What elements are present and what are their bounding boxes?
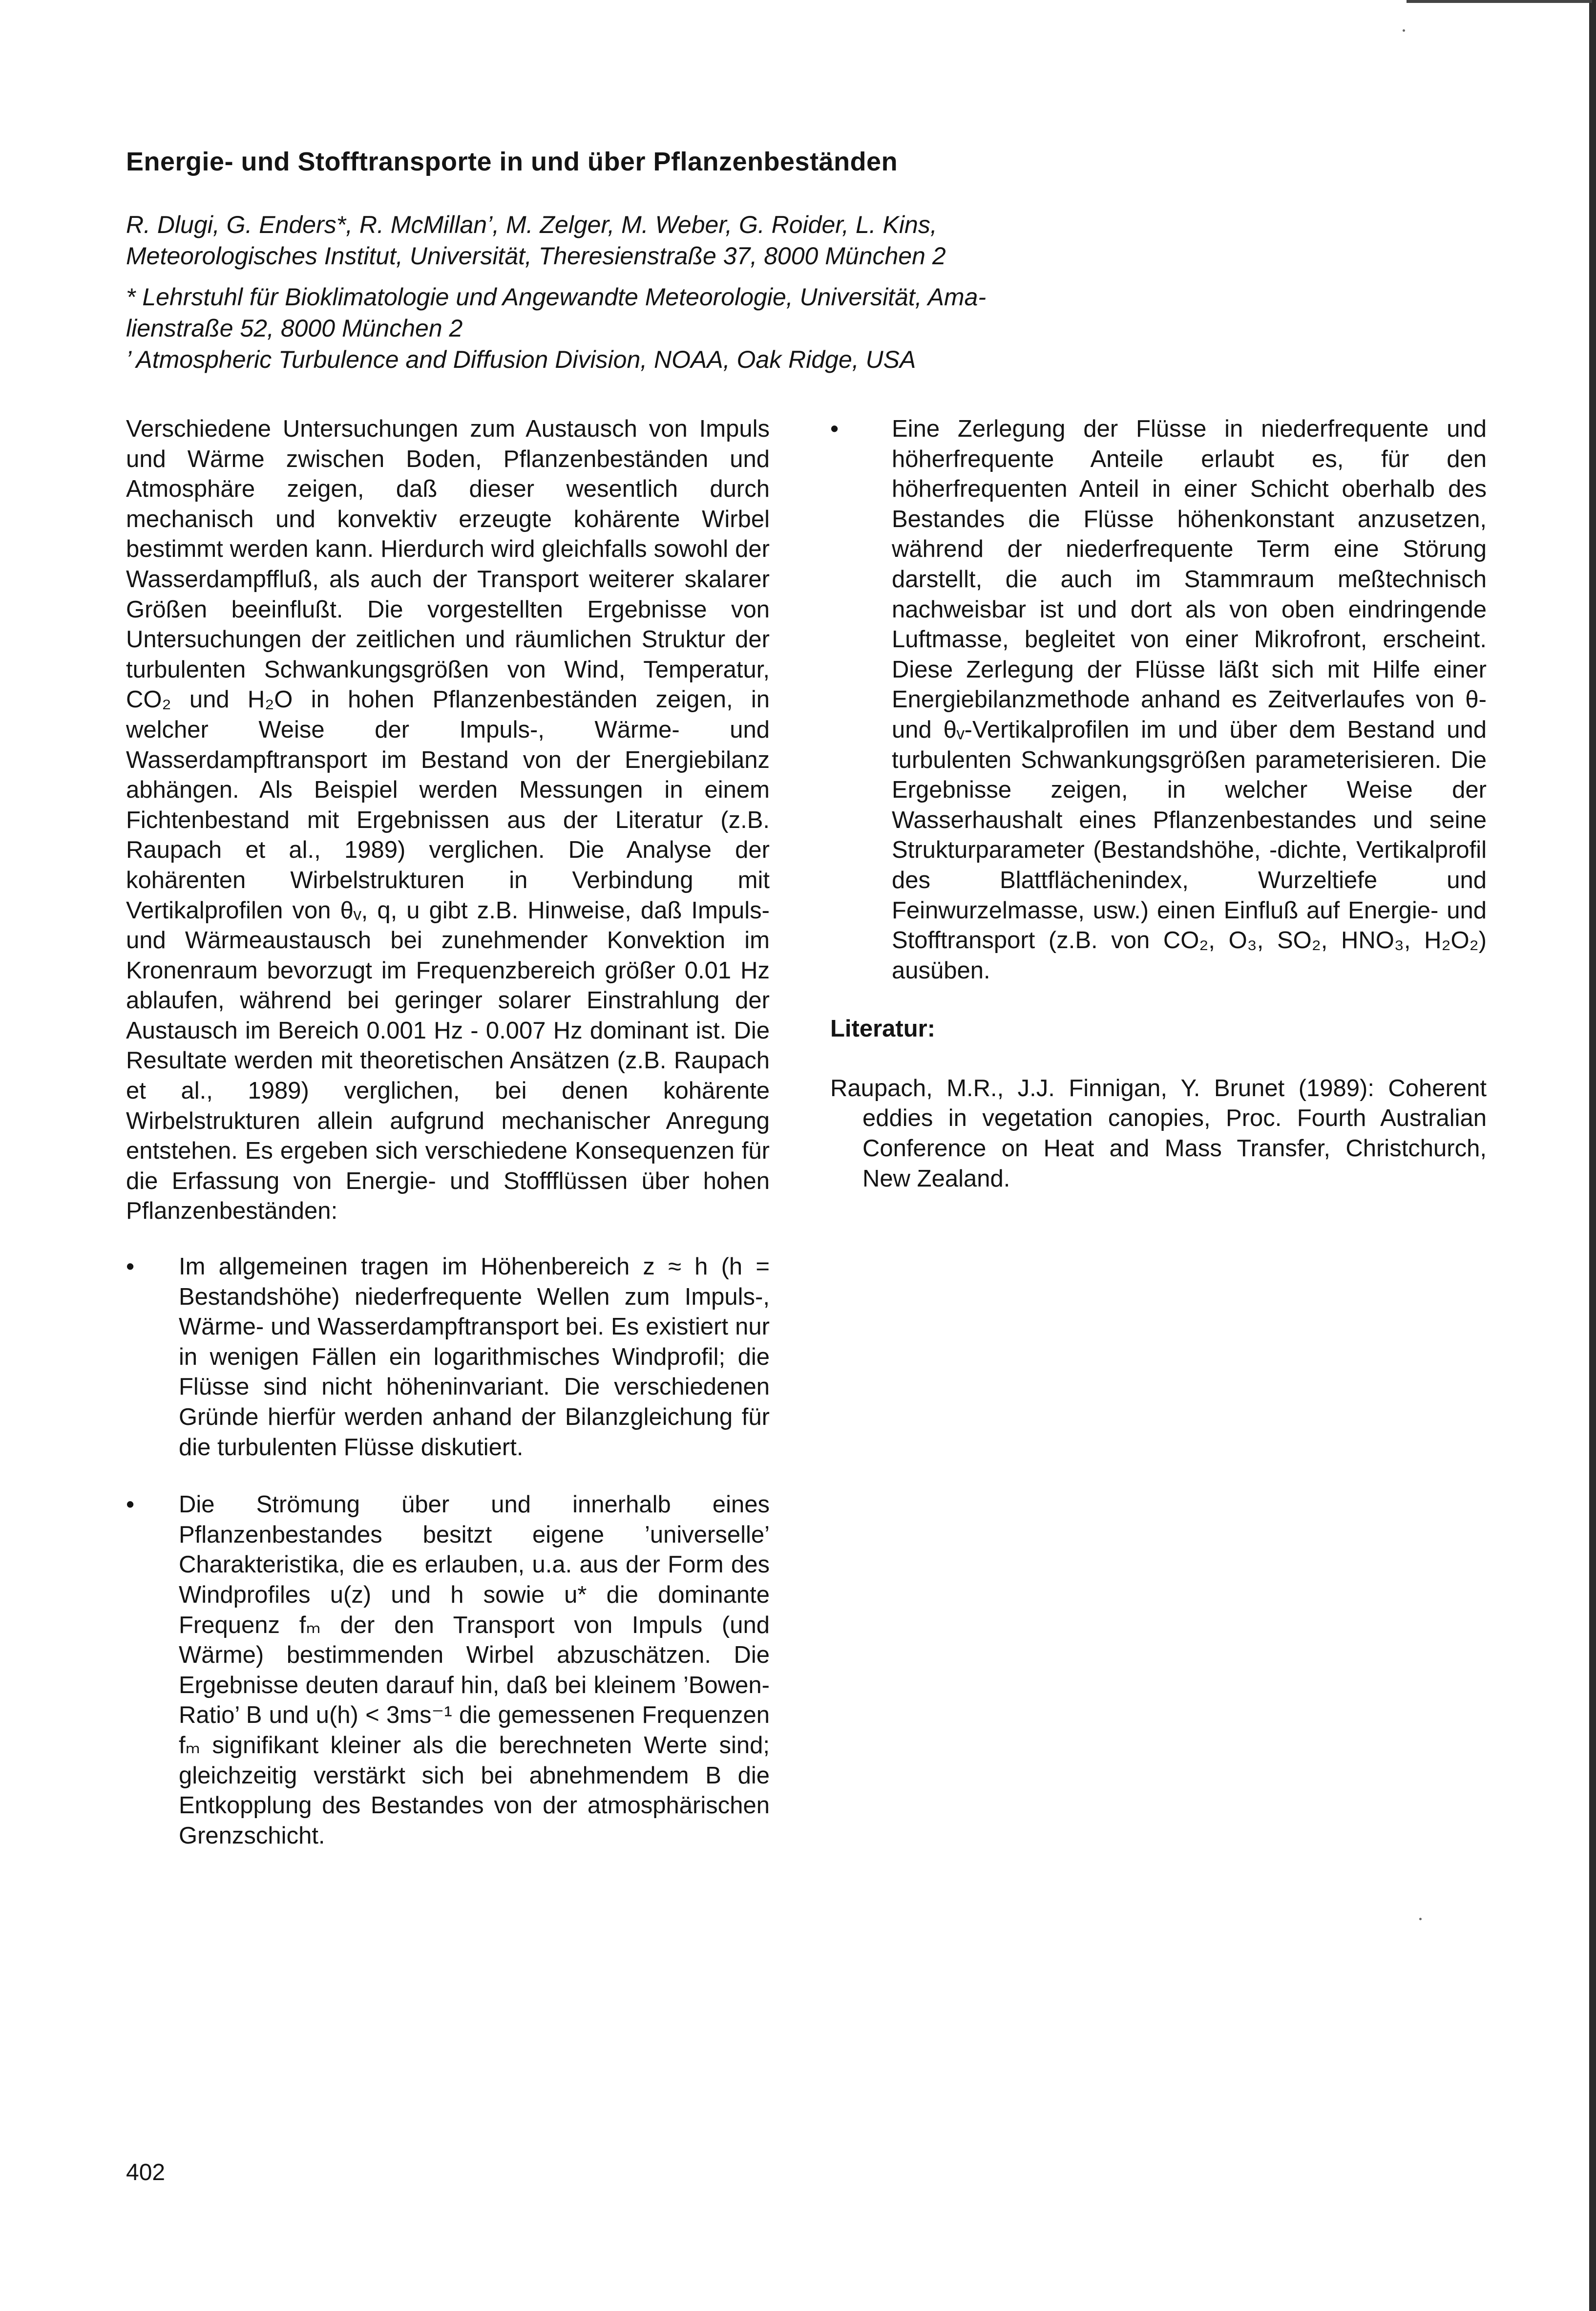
page-number: 402 bbox=[126, 2160, 166, 2185]
intro-paragraph: Verschiedene Untersuchungen zum Austausch von Impuls und Wärme zwischen Boden, Pflanzenbeständen und Atmosphäre zeigen, daß dieser wesentlich durch mechanisch und konvektiv erzeugte kohärente Wirbel bestimmt werden kann. Hierdurch wird gleichfalls sowohl der Wasserdampffluß, als auch der Transport weiterer skalarer Größen beeinflußt. Die vorgestellten Ergebnisse von Untersuchungen der zeitlichen und räumlichen Struktur der turbulenten Schwankungsgrößen von Wind, Temperatur, CO₂ und H₂O in hohen Pflanzenbeständen zeigen, in welcher Weise der Impuls-, Wärme- und Wasserdampftransport im Bestand von der Energiebilanz abhängen. Als Beispiel werden Messungen in einem Fichtenbestand mit Ergebnissen aus der Literatur (z.B. Raupach et al., 1989) verglichen. Die Analyse der kohärenten Wirbelstrukturen in Verbindung mit Vertikalprofilen von θᵥ, q, u gibt z.B. Hinweise, daß Impuls- und Wärmeaustausch bei zunehmender Konvektion im Kronenraum bevorzugt im Frequenzbereich größer 0.01 Hz ablaufen, während bei geringer solarer Einstrahlung der Austausch im Bereich 0.001 Hz - 0.007 Hz dominant ist. Die Resultate werden mit theoretischen Ansätzen (z.B. Raupach et al., 1989) verglichen, bei denen kohärente Wirbelstrukturen allein aufgrund mechanischer Anregung entstehen. Es ergeben sich verschiedene Konsequenzen für die Erfassung von Energie- und Stoffflüssen über hohen Pflanzenbeständen: bbox=[126, 416, 770, 1225]
bullet-icon: • bbox=[830, 416, 839, 442]
authors-block bbox=[126, 209, 1347, 272]
scan-edge-right bbox=[1589, 0, 1596, 2311]
affiliations-block bbox=[126, 281, 1347, 375]
bullet-icon: • bbox=[126, 1253, 135, 1280]
authors-line: R. Dlugi, G. Enders*, R. McMillan’, M. Zelger, M. Weber, G. Roider, L. Kins, bbox=[126, 211, 937, 238]
bullet-item bbox=[126, 1490, 770, 1851]
bullet-item bbox=[830, 414, 1487, 986]
affiliation-line: ’ Atmospheric Turbulence and Diffusion Division, NOAA, Oak Ridge, USA bbox=[126, 346, 916, 373]
bullet-list bbox=[126, 1252, 770, 1851]
bullet-text: Im allgemeinen tragen im Höhenbereich z ≈ h (h = Bestandshöhe) niederfrequente Wellen zum Impuls-, Wärme- und Wasserdampftransport bei. Es existiert nur in wenigen Fällen ein logarithmisches Windprofil; die Flüsse sind nicht höheninvariant. Die verschiedenen Gründe hierfür werden anhand der Bilanzgleichung für die turbulenten Flüsse diskutiert. bbox=[179, 1253, 770, 1461]
bullet-icon: • bbox=[126, 1491, 135, 1518]
paper-title: Energie- und Stofftransporte in und über Pflanzenbeständen bbox=[126, 147, 898, 176]
scan-edge-top bbox=[1407, 0, 1592, 3]
bullet-text: Eine Zerlegung der Flüsse in niederfrequente und höherfrequente Anteile erlaubt es, für den höherfrequenten Anteil in einer Schicht oberhalb des Bestandes die Flüsse höhenkonstant anzusetzen, während der niederfrequente Term eine Störung darstellt, die auch im Stammraum meßtechnisch nachweisbar ist und dort als von oben eindringende Luftmasse, begleitet von einer Mikrofront, erscheint. Diese Zerlegung der Flüsse läßt sich mit Hilfe einer Energiebilanzmethode anhand es Zeitverlaufes von θ- und θᵥ-Vertikalprofilen im und über dem Bestand und turbulenten Schwankungsgrößen parameterisieren. Die Ergebnisse zeigen, in welcher Weise der Wasserhaushalt eines Pflanzenbestandes und seine Strukturparameter (Bestandshöhe, -dichte, Vertikalprofil des Blattflächenindex, Wurzeltiefe und Feinwurzelmasse, usw.) einen Einfluß auf Energie- und Stofftransport (z.B. von CO₂, O₃, SO₂, HNO₃, H₂O₂) ausüben. bbox=[892, 416, 1487, 984]
scan-speck bbox=[1403, 29, 1405, 32]
affiliation-line: * Lehrstuhl für Bioklimatologie und Angewandte Meteorologie, Universität, Ama- bbox=[126, 283, 987, 311]
bullet-item bbox=[126, 1252, 770, 1463]
left-column bbox=[126, 414, 770, 1851]
bullet-list bbox=[830, 414, 1487, 986]
reference-item: Raupach, M.R., J.J. Finnigan, Y. Brunet (1989): Coherent eddies in vegetation canopies, Proc. Fourth Australian Conference on Heat and Mass Transfer, Christchurch, New Zealand. bbox=[830, 1075, 1487, 1192]
bullet-text: Die Strömung über und innerhalb eines Pflanzenbestandes besitzt eigene ’universelle’ Charakteristika, die es erlauben, u.a. aus der Form des Windprofiles u(z) und h sowie u* die dominante Frequenz fₘ der den Transport von Impuls (und Wärme) bestimmenden Wirbel abzuschätzen. Die Ergebnisse deuten darauf hin, daß bei kleinem ’Bowen-Ratio’ B und u(h) < 3ms⁻¹ die gemessenen Frequenzen fₘ signifikant kleiner als die berechneten Werte sind; gleichzeitig verstärkt sich bei abnehmendem B die Entkopplung des Bestandes von der atmosphärischen Grenzschicht. bbox=[179, 1491, 770, 1849]
scan-speck bbox=[1419, 1918, 1422, 1920]
institute-line: Meteorologisches Institut, Universität, Theresienstraße 37, 8000 München 2 bbox=[126, 242, 946, 270]
right-column bbox=[830, 414, 1487, 1194]
literature-heading: Literatur: bbox=[830, 1016, 936, 1042]
affiliation-line: lienstraße 52, 8000 München 2 bbox=[126, 315, 463, 342]
